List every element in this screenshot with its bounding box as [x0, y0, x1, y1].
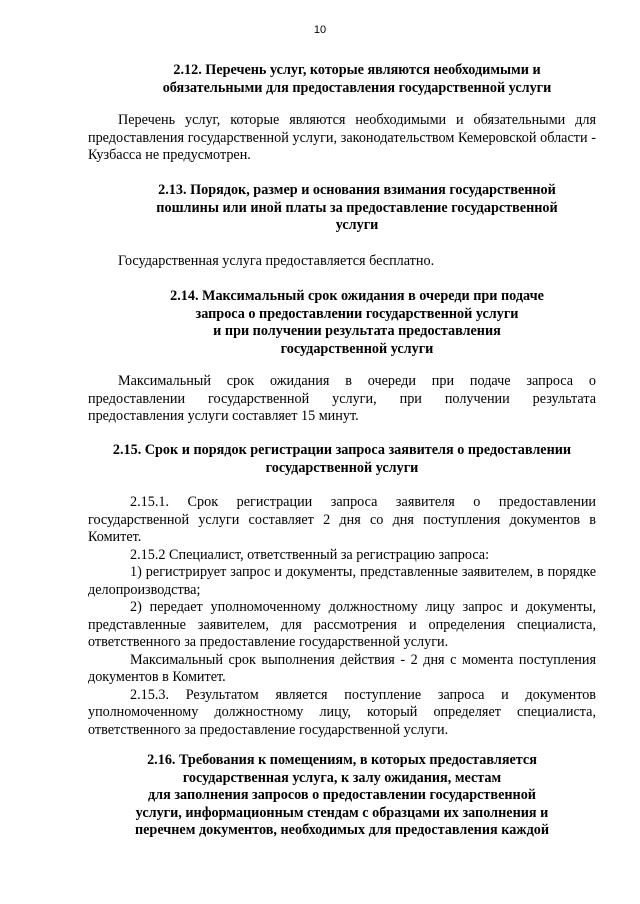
paragraph: Перечень услуг, которые являются необходимыми и обязательными для предоставления государственной услуги, законодательством Кемеровской области - Кузбасса не предусмотрен. [88, 112, 596, 163]
section-2-14 [118, 288, 596, 358]
section-2-14-body [88, 373, 596, 426]
paragraph: 1) регистрирует запрос и документы, представленные заявителем, в порядке делопроизводства; [88, 564, 596, 598]
section-2-15 [88, 442, 596, 477]
paragraph: Максимальный срок выполнения действия - 2 дня с момента поступления документов в Комитет. [88, 651, 596, 685]
section-heading: 2.14. Максимальный срок ожидания в очереди при подаче запроса о предоставлении государственной услуги и при получении результата предоставления государственной услуги [170, 288, 544, 357]
section-2-13-body [88, 253, 596, 271]
paragraph: 2.15.2 Специалист, ответственный за регистрацию запроса: [130, 546, 490, 563]
section-2-12 [118, 62, 596, 97]
page-number: 10 [313, 24, 327, 36]
section-heading: 2.12. Перечень услуг, которые являются необходимыми и обязательными для предоставления государственной услуги [162, 62, 552, 96]
section-2-16 [88, 752, 596, 840]
section-2-12-body [88, 112, 596, 165]
section-heading: 2.16. Требования к помещениям, в которых предоставляется государственная услуга, к залу ожидания, местам для заполнения запросов о предоставлении государственной услуги, информационным стендам с образцами их заполнения и перечнем документов, необходимых для предоставления каждой [134, 752, 550, 838]
section-2-13 [118, 182, 596, 235]
paragraph: 2.15.3. Результатом является поступление запроса и документов уполномоченному должностному лицу, который определяет специалиста, ответственного за предоставление государственной услуги. [88, 686, 596, 738]
paragraph: Государственная услуга предоставляется бесплатно. [118, 253, 435, 269]
paragraph: 2.15.1. Срок регистрации запроса заявителя о предоставлении государственной услуги составляет 2 дня со дня поступления документов в Комитет. [88, 494, 596, 545]
section-heading: 2.15. Срок и порядок регистрации запроса заявителя о предоставлении государственной услуги [112, 442, 572, 476]
section-2-15-body [88, 494, 596, 739]
section-heading: 2.13. Порядок, размер и основания взимания государственной пошлины или иной платы за предоставление государственной услуги [156, 182, 558, 233]
paragraph: Максимальный срок ожидания в очереди при подаче запроса о предоставлении государственной услуги, при получении результата предоставления услуги составляет 15 минут. [88, 373, 596, 424]
paragraph: 2) передает уполномоченному должностному лицу запрос и документы, представленные заявителем, для рассмотрения и определения специалиста, ответственного за предоставление государственной услуги. [88, 599, 596, 650]
